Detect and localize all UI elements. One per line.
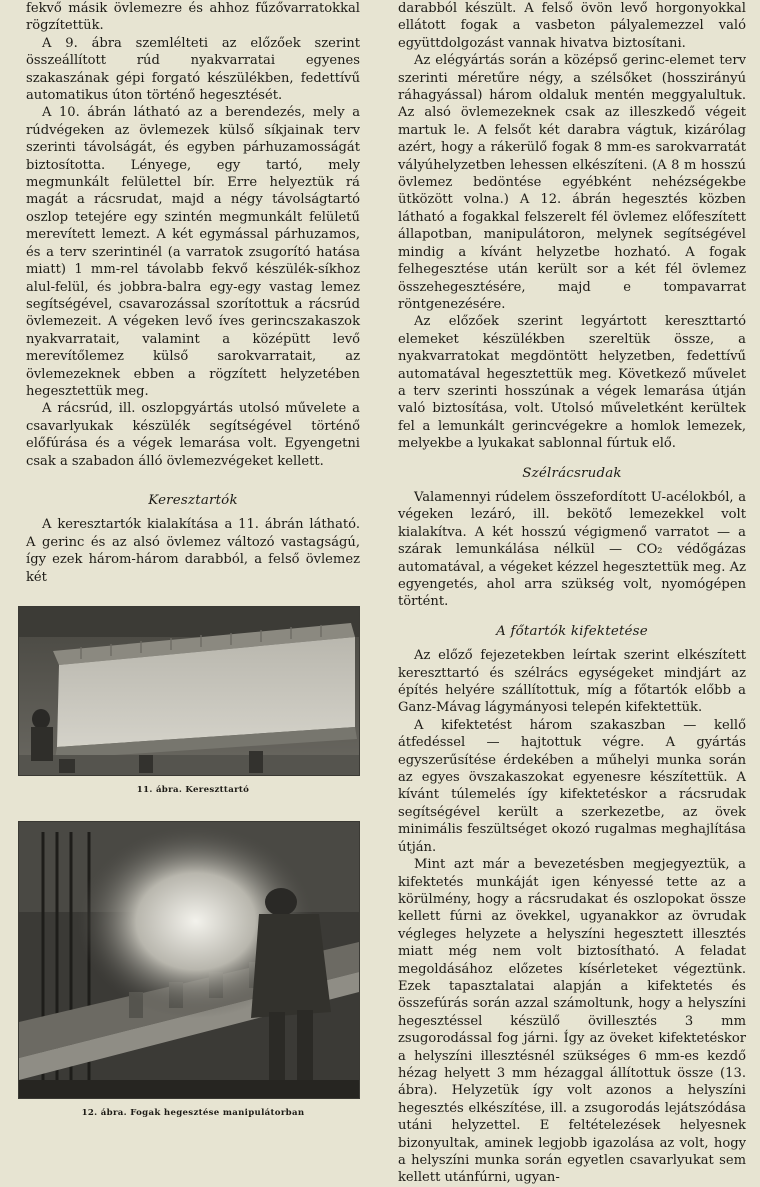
left-column <box>26 0 360 1123</box>
right-column <box>398 0 746 1187</box>
section-heading: Szélrácsrudak <box>522 465 622 481</box>
section-heading: Keresztartók <box>148 492 238 508</box>
paragraph: Mint azt már a bevezetésben megjegyeztük, a kifektetés munkáját igen kényessé tette az a körülmény, hogy a rácsrudakat és oszlopokat össze kellett fúrni az övekkel, ugyanakkor az övrudak végleges helyzete a helyszíni hegesztett illesztés miatt még nem volt biztosítható. A feladat megoldásához előzetes kísérleteket végeztünk. Ezek tapasztalatai alapján a kifektetés és összefúrás során azzal számoltunk, hogy a helyszíni hegesztéssel készülő övillesztés 3 mm zsugorodással fog járni. Így az öveket kifektetéskor a helyszíni illesztésnél szükséges 6 mm-es kezdő hézag helyett 3 mm hézaggal állítottuk össze (13. ábra). Helyzetük így volt azonos a helyszíni hegesztés elkészítése, ill. a zsugorodás lejátszódása utáni helyzettel. E feltételezések helyesnek bizonyultak, aminek legjobb igazolása az volt, hogy a helyszíni munka során egyetlen csavarlyukat sem kellett utánfúrni, ugyan- <box>398 857 746 1186</box>
figure-11-photo <box>18 606 360 776</box>
figure-11-caption: 11. ábra. Kereszttartó <box>136 785 250 795</box>
section-heading: A főtartók kifektetése <box>496 623 648 639</box>
paragraph: A 9. ábra szemlélteti az előzőek szerint összeállított rúd nyakvarratai egyenes szakaszának gépi forgató készülékben, fedettívű automatikus úton történő hegesztését. <box>26 35 360 104</box>
figure-12-photo <box>18 821 360 1099</box>
paragraph: fekvő másik övlemezre és ahhoz fűzővarratokkal rögzítettük. <box>26 1 360 34</box>
paragraph: Az előző fejezetekben leírtak szerint elkészített kereszttartó és szélrács egységeket mindjárt az építés helyére szállítottuk, míg a főtartók előbb a Ganz-Mávag lágymányosi telepén kifektettük. <box>398 648 746 716</box>
paragraph: A keresztartók kialakítása a 11. ábrán látható. A gerinc és az alsó övlemez változó vastagságú, így ezek három-három darabból, a felső övlemez két <box>26 517 360 585</box>
paragraph: Az előzőek szerint legyártott kereszttartó elemeket készülékben szereltük össze, a nyakvarratokat megdöntött helyzetben, fedettívű automatával hegesztettük meg. Következő művelet a terv szerinti hosszúnak a végek lemarása útján való biztosítása, volt. Utolsó műveletként kerültek fel a lemunkált gerincvégekre a homlok lemezek, melyekbe a lyukakat sablonnal fúrtuk elő. <box>398 314 746 452</box>
paragraph: Valamennyi rúdelem összefordított U-acélokból, a végeken lezáró, ill. bekötő lemezekkel volt kialakítva. A két hosszú végigmenő varratot — a szárak lemunkálása nélkül — CO₂ védőgázas automatával, a végeket kézzel hegesztettük meg. Az egyengetés, ahol arra szükség volt, nyomógépen történt. <box>398 489 746 610</box>
figure-12-caption: 12. ábra. Fogak hegesztése manipulátorban <box>81 1108 305 1119</box>
paragraph: A rácsrúd, ill. oszlopgyártás utolsó művelete a csavarlyukak készülék segítségével történő előfúrása és a végek lemarása volt. Egyengetni csak a szabadon álló övlemezvégeket kellett. <box>26 401 360 469</box>
paragraph: A kifektetést három szakaszban — kellő átfedéssel — hajtottuk végre. A gyártás egyszerűsítése érdekében a műhelyi munka során az egyes övszakaszokat egyenesre készítettük. A kívánt túlemelés így kifektetéskor a rácsrudak segítségével került a szerkezetbe, az övek minimális feszültséget okozó rugalmas meghajlítása útján. <box>398 717 746 855</box>
paragraph: Az elégyártás során a középső gerinc-elemet terv szerinti méretűre négy, a szélsőket (hosszirányú ráhagyással) három oldaluk mentén meggyalultuk. Az alsó övlemezeknek csak az illeszkedő végeit martuk le. A felsőt két darabra vágtuk, kizárólag azért, hogy a rákerülő fogak 8 mm-es sarokvarratát vályúhelyzetben lehessen elkészíteni. (A 8 m hosszú övlemez bedöntése egyébként nehézségekbe ütközött volna.) A 12. ábrán hegesztés közben látható a fogakkal felszerelt fél övlemez előfeszített állapotban, manipulátoron, melynek segítségével mindig a kívánt helyzetbe hozható. A fogak felhegesztése után került sor a két fél övlemez összehegesztésére, majd e tompavarrat röntgenezésére. <box>398 53 746 312</box>
paragraph: A 10. ábrán látható az a berendezés, mely a rúdvégeken az övlemezek külső síkjainak terv szerinti távolságát, és egyben párhuzamosságát biztosította. Lényege, egy tartó, mely megmunkált felülettel bír. Erre helyeztük rá magát a rácsrudat, majd a négy távolságtartó oszlop tetejére egy szintén megmunkált felületű merevített lemezt. A két egymással párhuzamos, és a terv szerintinél (a varratok zsugorító hatása miatt) 1 mm-rel távolabb fekvő készülék-síkhoz alul-felül, és jobbra-balra egy-egy vastag lemez segítségével, csavarozással szorítottuk a rácsrúd övlemezeit. A végeken levő íves gerincszakaszok nyakvarratait, valamint a középütt levő merevítőlemez külső sarokvarratait, az övlemezeknek ebben a rögzített helyzetében hegesztettük meg. <box>26 105 360 399</box>
paragraph: darabból készült. A felső övön levő horgonyokkal ellátott fogak a vasbeton pályalemezzel való együttdolgozást vannak hivatva biztosítani. <box>398 1 746 51</box>
